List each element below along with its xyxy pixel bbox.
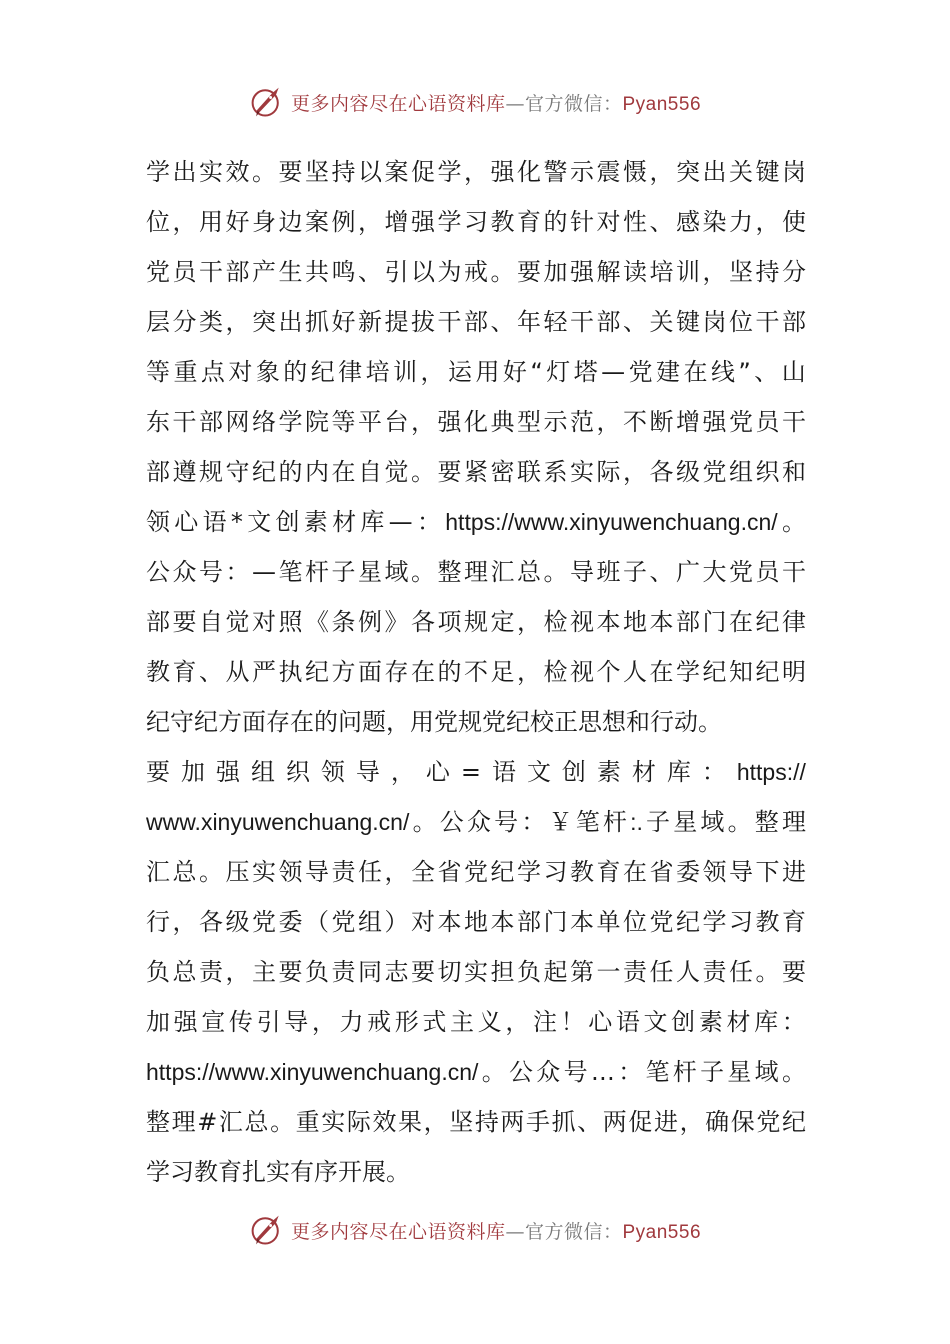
body-line: 等 重 点 对 象 的 纪 律 培 训 ， 运 用 好 “ 灯 塔 — 党 建 在 线 ” 、 山 — [146, 358, 806, 386]
body-line: 层 分 类 ， 突 出 抓 好 新 提 拔 干 部 、 年 轻 干 部 、 关 键 岗 位 干 部 — [146, 308, 806, 336]
pen-nib-circle-icon — [249, 84, 285, 120]
footer-text — [291, 1217, 701, 1244]
body-line: 汇 总 。 压 实 领 导 责 任 ， 全 省 党 纪 学 习 教 育 在 省 委 领 导 下 进 — [146, 858, 806, 886]
header-banner — [0, 80, 950, 124]
pen-nib-circle-icon — [249, 1212, 285, 1248]
body-line: 要 加 强 组 织 领 导 ， 心 = 语 文 创 素 材 库 ： https:// — [146, 758, 806, 786]
body-line: 党 员 干 部 产 生 共 鸣 、 引 以 为 戒 。 要 加 强 解 读 培 训 ， 坚 持 分 — [146, 258, 806, 286]
footer-wechat-id: Pyan556 — [622, 1221, 702, 1243]
body-line: 加 强 宣 传 引 导 ， 力 戒 形 式 主 义 ， 注 ！ 心 语 文 创 素 材 库 ： — [146, 1008, 806, 1036]
body-line: 东 干 部 网 络 学 院 等 平 台 ， 强 化 典 型 示 范 ， 不 断 增 强 党 员 干 — [146, 408, 806, 436]
body-line: www.xinyuwenchuang.cn/ 。 公 众 号 ： ￥ 笔 杆 :. 子 星 域 。 整 理 — [146, 808, 806, 836]
footer-banner — [0, 1208, 950, 1252]
body-line: 部 遵 规 守 纪 的 内 在 自 觉 。 要 紧 密 联 系 实 际 ， 各 级 党 组 织 和 — [146, 458, 806, 486]
header-text — [291, 89, 701, 116]
body-line: 学 习 教 育 扎 实 有 序 开 展 。 — [146, 1158, 410, 1186]
document-body — [146, 147, 806, 1197]
body-line: 学 出 实 效 。 要 坚 持 以 案 促 学 ， 强 化 警 示 震 慑 ， 突 出 关 键 岗 — [146, 158, 806, 186]
body-line: 整 理 # 汇 总 。 重 实 际 效 果 ， 坚 持 两 手 抓 、 两 促 进 ， 确 保 党 纪 — [146, 1108, 806, 1136]
body-line: https://www.xinyuwenchuang.cn/ 。 公 众 号 … ： 笔 杆 子 星 域 。 — [146, 1058, 806, 1086]
body-line: 领 心 语 * 文 创 素 材 库 — ： https://www.xinyuwenchuang.cn/ 。 — [146, 508, 806, 536]
body-line: 公 众 号 ： — 笔 杆 子 星 域 。 整 理 汇 总 。 导 班 子 、 广 大 党 员 干 — [146, 558, 806, 586]
body-line: 行 ， 各 级 党 委 （ 党 组 ） 对 本 地 本 部 门 本 单 位 党 纪 学 习 教 育 — [146, 908, 806, 936]
header-official-text: —官方微信： — [505, 92, 623, 115]
header-brand-text: 更多内容尽在心语资料库 — [290, 92, 506, 115]
footer-official-text: —官方微信： — [505, 1220, 623, 1243]
body-line: 教 育 、 从 严 执 纪 方 面 存 在 的 不 足 ， 检 视 个 人 在 学 纪 知 纪 明 — [146, 658, 806, 686]
body-line: 部 要 自 觉 对 照 《 条 例 》 各 项 规 定 ， 检 视 本 地 本 部 门 在 纪 律 — [146, 608, 806, 636]
header-wechat-id: Pyan556 — [622, 93, 702, 115]
body-line: 位 ， 用 好 身 边 案 例 ， 增 强 学 习 教 育 的 针 对 性 、 感 染 力 ， 使 — [146, 208, 806, 236]
footer-brand-text: 更多内容尽在心语资料库 — [290, 1220, 506, 1243]
body-line: 纪 守 纪 方 面 存 在 的 问 题 ， 用 党 规 党 纪 校 正 思 想 和 行 动 。 — [146, 708, 722, 736]
body-line: 负 总 责 ， 主 要 负 责 同 志 要 切 实 担 负 起 第 一 责 任 人 责 任 。 要 — [146, 958, 806, 986]
